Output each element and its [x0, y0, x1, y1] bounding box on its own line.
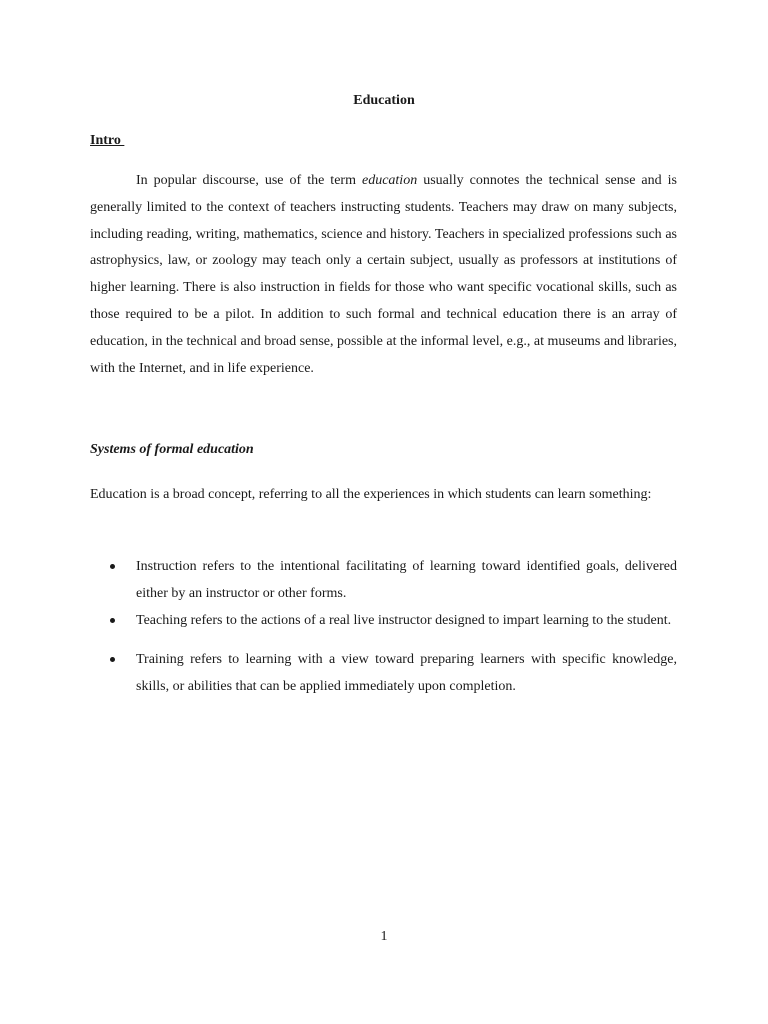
list-item [90, 646, 677, 700]
intro-emphasis: education [361, 173, 418, 188]
page-number: 1 [380, 929, 388, 944]
list-item [90, 607, 677, 634]
intro-text-before: In popular discourse, use of the term [136, 173, 362, 188]
intro-heading: Intro [90, 133, 125, 148]
list-item [90, 553, 677, 607]
bullet-text: Teaching refers to the actions of a real live instructor designed to impart learning to the student. [136, 613, 672, 628]
bullet-text: Instruction refers to the intentional facilitating of learning toward identified goals, delivered either by an instructor or other forms. [136, 559, 677, 601]
bullet-icon [110, 657, 115, 662]
section-heading: Systems of formal education [90, 442, 254, 457]
bullet-list [90, 553, 677, 700]
section-paragraph: Education is a broad concept, referring to all the experiences in which students can learn something: [90, 487, 652, 502]
intro-paragraph [90, 168, 677, 382]
bullet-icon [110, 618, 115, 623]
intro-text-after: usually connotes the technical sense and is generally limited to the context of teachers instructing students. Teachers may draw on many subjects, including reading, writing, mathematics, science and history. Teachers in specialized professions such as astrophysics, law, or zoology may teach only a certain subject, usually as professors at institutions of higher learning. There is also instruction in fields for those who want specific vocational skills, such as those required to be a pilot. In addition to such formal and technical education there is an array of education, in the technical and broad sense, possible at the informal level, e.g., at museums and libraries, with the Internet, and in life experience. [90, 173, 678, 376]
bullet-icon [110, 564, 115, 569]
document-title: Education [353, 93, 415, 108]
bullet-text: Training refers to learning with a view toward preparing learners with specific knowledge, skills, or abilities that can be applied immediately upon completion. [136, 652, 677, 694]
